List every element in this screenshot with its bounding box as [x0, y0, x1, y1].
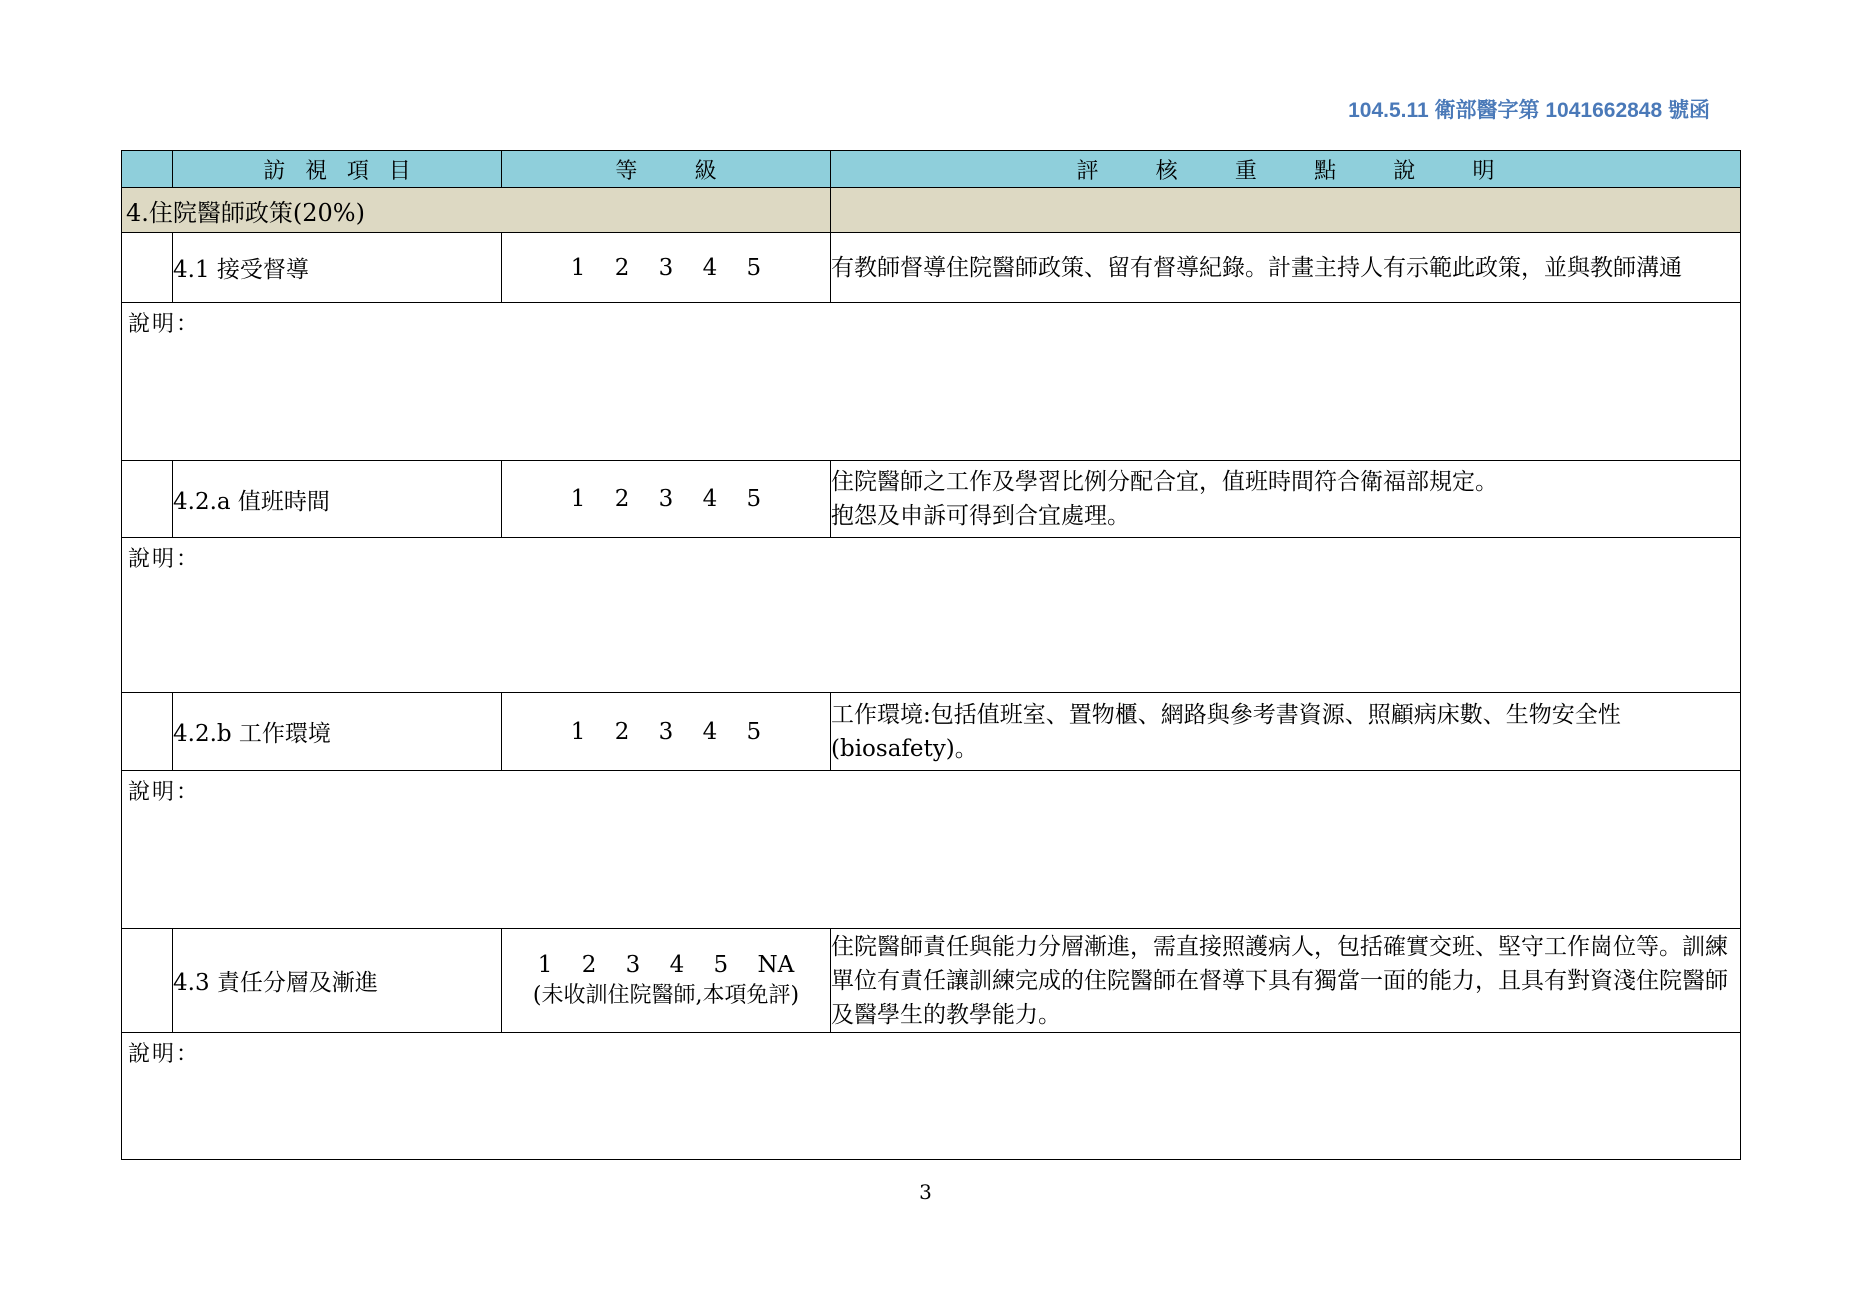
note-row: [122, 303, 1741, 461]
note-row: [122, 1033, 1741, 1160]
grade-options: 1 2 3 4 5: [502, 693, 831, 771]
header-item: 訪視項目: [173, 151, 502, 188]
row-blank-cell: [122, 233, 173, 303]
table-header-row: [122, 151, 1741, 188]
section-title: 4.住院醫師政策(20%): [122, 188, 831, 233]
criteria-line: 住院醫師之工作及學習比例分配合宜，值班時間符合衛福部規定。: [831, 469, 1498, 495]
table-row: [122, 929, 1741, 1033]
grade-exemption-note: (未收訓住院醫師,本項免評): [532, 983, 800, 1008]
item-label: 4.3 責任分層及漸進: [173, 929, 502, 1033]
note-field[interactable]: 說明：: [122, 771, 1741, 929]
grade-options: 1 2 3 4 5: [502, 233, 831, 303]
table-row: [122, 693, 1741, 771]
criteria-description: 住院醫師責任與能力分層漸進，需直接照護病人，包括確實交班、堅守工作崗位等。訓練單位有責任讓訓練完成的住院醫師在督導下具有獨當一面的能力，且具有對資淺住院醫師及醫學生的教學能力。: [831, 929, 1741, 1033]
row-blank-cell: [122, 929, 173, 1033]
document-reference: 104.5.11 衛部醫字第 1041662848 號函: [1348, 99, 1710, 122]
note-row: [122, 771, 1741, 929]
section-row: [122, 188, 1741, 233]
section-desc-cell: [831, 188, 1741, 233]
note-row: [122, 538, 1741, 693]
item-label: 4.2.a 值班時間: [173, 461, 502, 538]
table-row: [122, 461, 1741, 538]
page-number: 3: [919, 1180, 932, 1204]
table-row: [122, 233, 1741, 303]
note-field[interactable]: 說明：: [122, 1033, 1741, 1160]
criteria-description: 有教師督導住院醫師政策、留有督導紀錄。計畫主持人有示範此政策，並與教師溝通: [831, 233, 1741, 303]
note-field[interactable]: 說明：: [122, 303, 1741, 461]
header-blank-cell: [122, 151, 173, 188]
grade-options: 1 2 3 4 5: [502, 461, 831, 538]
header-desc: 評核重點說明: [831, 151, 1741, 188]
grade-options: [502, 929, 831, 1033]
grade-numbers: 1 2 3 4 5 NA: [537, 952, 795, 978]
item-label: 4.2.b 工作環境: [173, 693, 502, 771]
row-blank-cell: [122, 693, 173, 771]
criteria-description: [831, 461, 1741, 538]
criteria-description: 工作環境:包括值班室、置物櫃、網路與參考書資源、照顧病床數、生物安全性(biosafety)。: [831, 693, 1741, 771]
header-grade: 等級: [502, 151, 831, 188]
note-field[interactable]: 說明：: [122, 538, 1741, 693]
criteria-line: 抱怨及申訴可得到合宜處理。: [831, 503, 1130, 529]
evaluation-table: [121, 150, 1741, 1160]
item-label: 4.1 接受督導: [173, 233, 502, 303]
row-blank-cell: [122, 461, 173, 538]
